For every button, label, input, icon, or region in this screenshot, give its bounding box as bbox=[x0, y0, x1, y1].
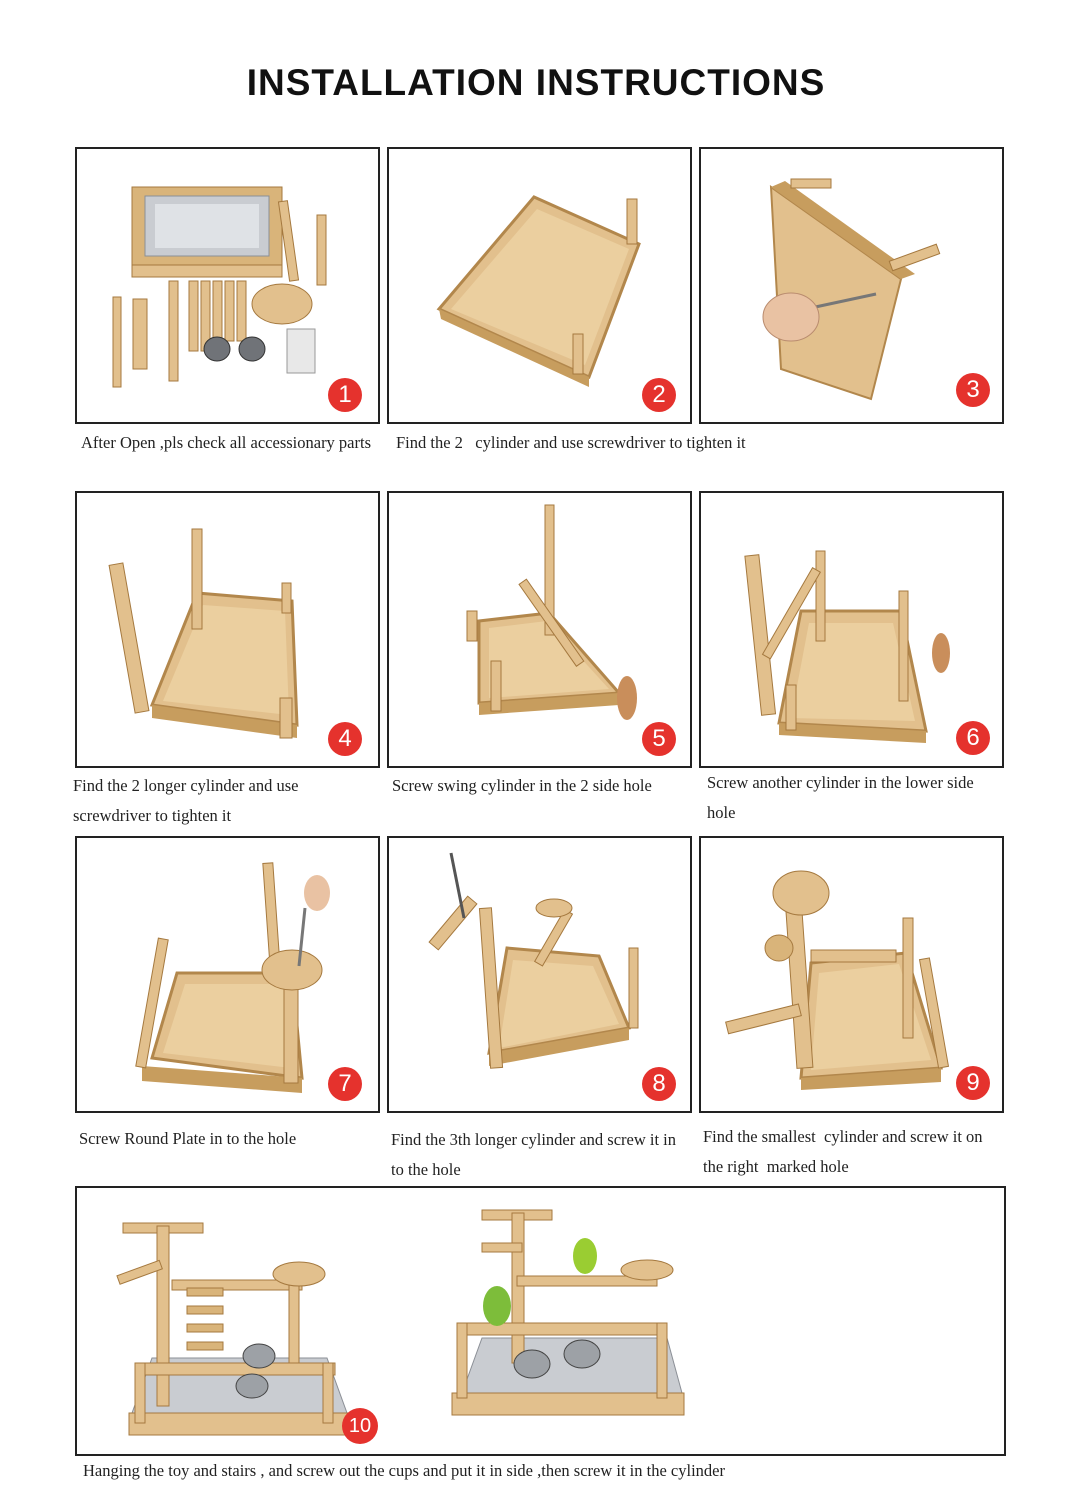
step-2-panel bbox=[387, 147, 692, 424]
step-number-badge: 4 bbox=[328, 722, 362, 756]
step-1-caption: After Open ,pls check all accessionary parts bbox=[81, 433, 372, 452]
step-6-panel bbox=[699, 491, 1004, 768]
page-title: INSTALLATION INSTRUCTIONS bbox=[246, 62, 826, 103]
step-5-caption: Screw swing cylinder in the 2 side hole bbox=[392, 776, 652, 795]
step-9-panel bbox=[699, 836, 1004, 1113]
step-3-panel bbox=[699, 147, 1004, 424]
finished-playstand-illustration bbox=[77, 1188, 1006, 1456]
step-1-panel bbox=[75, 147, 380, 424]
step-4-panel bbox=[75, 491, 380, 768]
step-number-badge: 7 bbox=[328, 1067, 362, 1101]
step-7-panel bbox=[75, 836, 380, 1113]
step-number-badge: 6 bbox=[956, 721, 990, 755]
step-number-badge: 10 bbox=[342, 1408, 378, 1444]
step-10-panel bbox=[75, 1186, 1006, 1456]
step-8-panel bbox=[387, 836, 692, 1113]
step-8-caption: Find the 3th longer cylinder and screw it in to the hole bbox=[391, 1130, 677, 1179]
step-2-caption: Find the 2 cylinder and use screwdriver to tighten it bbox=[396, 433, 746, 452]
step-4-caption: Find the 2 longer cylinder and use screwdriver to tighten it bbox=[73, 776, 299, 825]
step-number-badge: 1 bbox=[328, 378, 362, 412]
step-7-caption: Screw Round Plate in to the hole bbox=[79, 1129, 297, 1148]
step-number-badge: 8 bbox=[642, 1067, 676, 1101]
step-number-badge: 5 bbox=[642, 722, 676, 756]
step-number-badge: 9 bbox=[956, 1066, 990, 1100]
step-number-badge: 2 bbox=[642, 378, 676, 412]
step-10-caption: Hanging the toy and stairs , and screw out the cups and put it in side ,then screw it in the cylinder bbox=[83, 1461, 725, 1480]
step-5-panel bbox=[387, 491, 692, 768]
step-9-caption: Find the smallest cylinder and screw it on the right marked hole bbox=[703, 1127, 987, 1176]
step-number-badge: 3 bbox=[956, 373, 990, 407]
step-6-caption: Screw another cylinder in the lower side hole bbox=[707, 773, 974, 822]
